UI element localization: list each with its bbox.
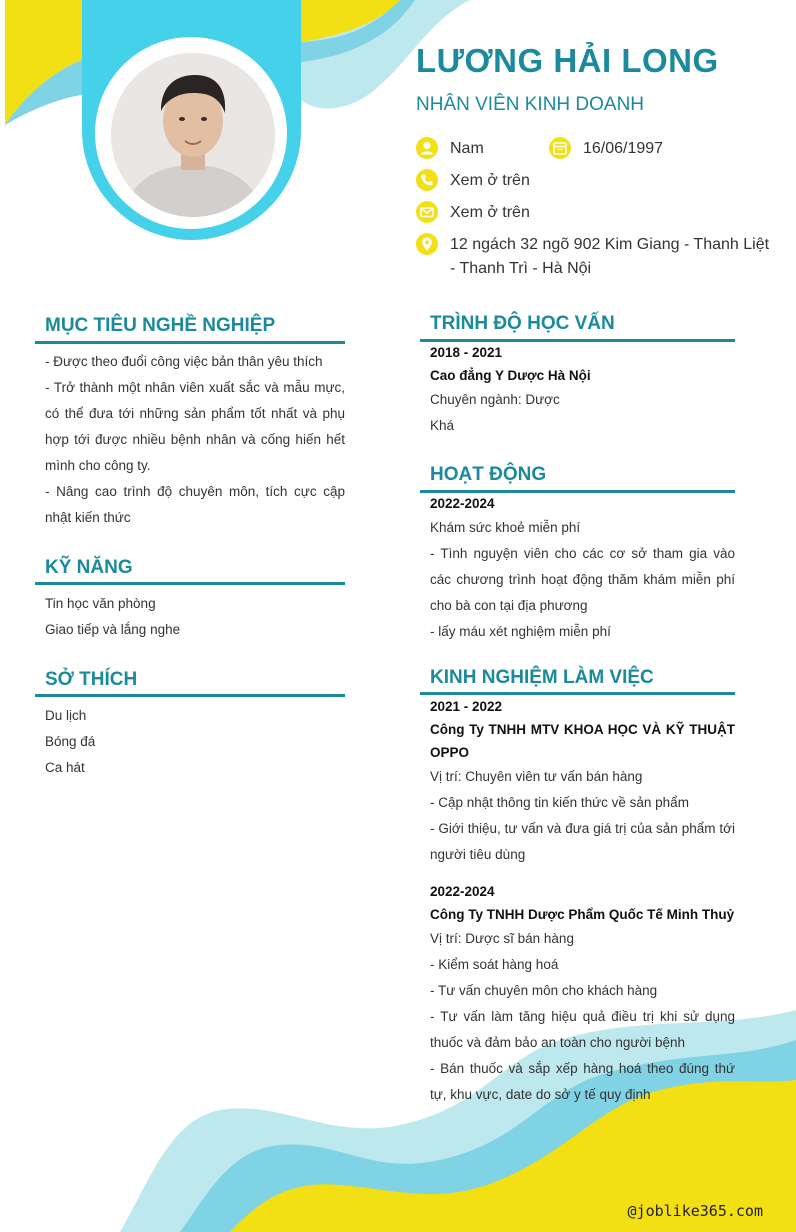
skills-list [45,591,345,643]
experience-body [430,696,735,1108]
hobbies-title: SỞ THÍCH [45,669,138,690]
objective-title: MỤC TIÊU NGHỀ NGHIỆP [45,315,276,336]
gender-row [416,137,546,161]
skill-item: Giao tiếp và lắng nghe [45,622,181,637]
calendar-icon [549,137,571,159]
objective-line: - Được theo đuổi công việc bản thân yêu thích [45,354,323,369]
address-value [450,233,780,281]
activity-name: Khám sức khoẻ miễn phí [430,520,581,535]
birthdate-row [549,137,749,161]
person-silhouette-icon [111,53,275,217]
address-row [416,233,776,283]
skill-item: Tin học văn phòng [45,596,156,611]
objective-line: - Nâng cao trình độ chuyên môn, tích cực cập nhật kiến thức [45,484,345,525]
activities-body [430,493,735,645]
hobbies-divider [35,694,345,697]
education-title: TRÌNH ĐỘ HỌC VẤN [430,313,615,334]
objective-line: - Trở thành một nhân viên xuất sắc và mẫu mực, có thể đưa tới những sản phẩm tốt nhất và phụ hợp tới được nhiều bệnh nhân và cống hiến hết mình cho công ty. [45,380,345,473]
activity-line: - lấy máu xét nghiệm miễn phí [430,624,611,639]
phone-value: Xem ở trên [450,172,530,189]
location-pin-icon [416,233,438,255]
email-row [416,201,746,225]
job-line: - Tư vấn làm tăng hiệu quả điều trị khi sử dụng thuốc và đảm bảo an toàn cho người bệnh [430,1009,735,1050]
profile-photo [111,53,275,217]
watermark-text: @joblike365.com [627,1202,763,1220]
education-grade: Khá [430,418,455,433]
education-school: Cao đẳng Y Dược Hà Nội [430,368,591,383]
job-company: Công Ty TNHH Dược Phẩm Quốc Tế Minh Thuỷ [430,907,735,922]
activity-line: - Tình nguyện viên cho các cơ sở tham gia vào các chương trình hoạt động thăm khám miễn phí cho bà con tại địa phương [430,546,735,613]
job-spacer [430,868,735,881]
job-period: 2021 - 2022 [430,699,503,714]
skills-divider [35,582,345,585]
gender-value: Nam [450,140,484,157]
hobby-item: Bóng đá [45,734,96,749]
education-body [430,342,735,439]
activities-title: HOẠT ĐỘNG [430,464,547,485]
mail-icon [416,201,438,223]
phone-icon [416,169,438,191]
skills-title: KỸ NĂNG [45,557,133,578]
top-yellow-wave [5,0,82,125]
address-line-1: 12 ngách 32 ngõ 902 Kim Giang - Thanh Liệt [450,236,770,253]
experience-title: KINH NGHIỆM LÀM VIỆC [430,667,654,688]
education-major: Chuyên ngành: Dược [430,392,560,407]
user-icon [416,137,438,159]
job-position: Vị trí: Chuyên viên tư vấn bán hàng [430,769,643,784]
birthdate-value: 16/06/1997 [583,140,664,157]
experience-divider [420,692,735,695]
job-position: Vị trí: Dược sĩ bán hàng [430,931,574,946]
objective-divider [35,341,345,344]
job-line: - Giới thiệu, tư vấn và đưa giá trị của sản phẩm tới người tiêu dùng [430,821,735,862]
objective-body [45,349,345,531]
candidate-job-title: NHÂN VIÊN KINH DOANH [416,94,645,115]
job-line: - Cập nhật thông tin kiến thức về sản phẩm [430,795,689,810]
hobbies-list [45,703,345,781]
job-period: 2022-2024 [430,884,495,899]
hobby-item: Ca hát [45,760,85,775]
email-value: Xem ở trên [450,204,530,221]
job-line: - Tư vấn chuyên môn cho khách hàng [430,983,658,998]
job-line: - Kiểm soát hàng hoá [430,957,559,972]
activity-period: 2022-2024 [430,496,495,511]
education-period: 2018 - 2021 [430,345,503,360]
job-company: Công Ty TNHH MTV KHOA HỌC VÀ KỸ THUẬT OPPO [430,722,735,760]
address-line-2: - Thanh Trì - Hà Nội [450,260,592,277]
candidate-name: LƯƠNG HẢI LONG [416,42,719,79]
hobby-item: Du lịch [45,708,87,723]
phone-row [416,169,746,193]
job-line: - Bán thuốc và sắp xếp hàng hoá theo đúng thứ tự, khu vực, date do sở y tế quy định [430,1061,735,1102]
